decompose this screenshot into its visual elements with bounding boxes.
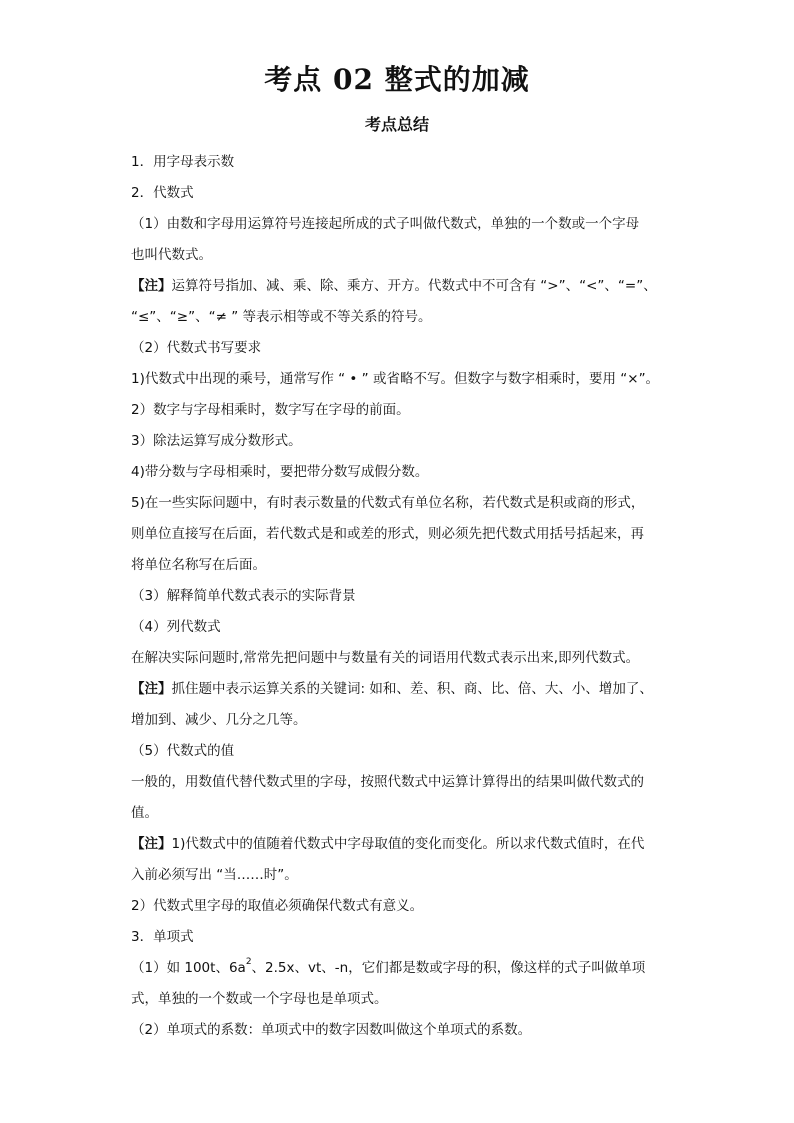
- section-heading: 考点总结: [364, 115, 429, 134]
- note-text: 运算符号指加、减、乘、除、乘方、开方。代数式中不可含有 “>”、“<”、“=”、: [171, 278, 657, 294]
- text-line: 在解决实际问题时,常常先把问题中与数量有关的词语用代数式表示出来,即列代数式。: [131, 650, 640, 666]
- note-tag: 【注】: [131, 836, 172, 852]
- text-line: （2）代数式书写要求: [131, 340, 262, 356]
- note-tag: 【注】: [131, 681, 172, 697]
- note-tag: 【注】: [131, 278, 172, 294]
- text-line: 3）除法运算写成分数形式。: [131, 433, 302, 449]
- note-line: [131, 271, 671, 302]
- note-line: [131, 829, 671, 860]
- formula-text: （1）如 100t、6a: [131, 960, 246, 976]
- formula-text: 、2.5x、vt、-n，它们都是数或字母的积，像这样的式子叫做单项: [251, 960, 646, 976]
- text-line: （4）列代数式: [131, 619, 221, 635]
- text-line: 入前必须写出 “当……时”。: [131, 867, 298, 883]
- text-line: 也叫代数式。: [131, 247, 212, 263]
- text-line: 值。: [131, 805, 158, 821]
- page-title: 考点 02 整式的加减: [264, 63, 530, 96]
- exponent: 2: [245, 957, 252, 967]
- text-line: 2．代数式: [131, 185, 194, 201]
- document-body: [131, 147, 671, 1046]
- text-line: 3．单项式: [131, 929, 194, 945]
- note-line: [131, 674, 671, 705]
- note-text: 1)代数式中的值随着代数式中字母取值的变化而变化。所以求代数式值时，在代: [171, 836, 645, 852]
- text-line: （5）代数式的值: [131, 743, 235, 759]
- formula-line: [131, 953, 671, 984]
- text-line: 2）数字与字母相乘时，数字写在字母的前面。: [131, 402, 410, 418]
- text-line: 1)代数式中出现的乘号，通常写作 “ • ” 或省略不写。但数字与数字相乘时，要用 “×”。: [131, 371, 660, 387]
- text-line: 4)带分数与字母相乘时，要把带分数写成假分数。: [131, 464, 429, 480]
- text-line: 2）代数式里字母的取值必须确保代数式有意义。: [131, 898, 424, 914]
- text-line: 则单位直接写在后面，若代数式是和或差的形式，则必须先把代数式用括号括起来，再: [131, 526, 644, 542]
- text-line: （1）由数和字母用运算符号连接起所成的式子叫做代数式，单独的一个数或一个字母: [131, 216, 640, 232]
- text-line: 将单位名称写在后面。: [131, 557, 266, 573]
- text-line: 一般的，用数值代替代数式里的字母，按照代数式中运算计算得出的结果叫做代数式的: [131, 774, 644, 790]
- text-line: （2）单项式的系数：单项式中的数字因数叫做这个单项式的系数。: [131, 1022, 532, 1038]
- text-line: 1．用字母表示数: [131, 154, 235, 170]
- text-line: 5)在一些实际问题中，有时表示数量的代数式有单位名称，若代数式是积或商的形式，: [131, 495, 645, 511]
- text-line: （3）解释简单代数式表示的实际背景: [131, 588, 356, 604]
- note-text: 抓住题中表示运算关系的关键词: 如和、差、积、商、比、倍、大、小、增加了、: [171, 681, 653, 697]
- text-line: 式，单独的一个数或一个字母也是单项式。: [131, 991, 388, 1007]
- text-line: 增加到、减少、几分之几等。: [131, 712, 307, 728]
- text-line: “≤”、“≥”、“≠ ” 等表示相等或不等关系的符号。: [131, 309, 432, 325]
